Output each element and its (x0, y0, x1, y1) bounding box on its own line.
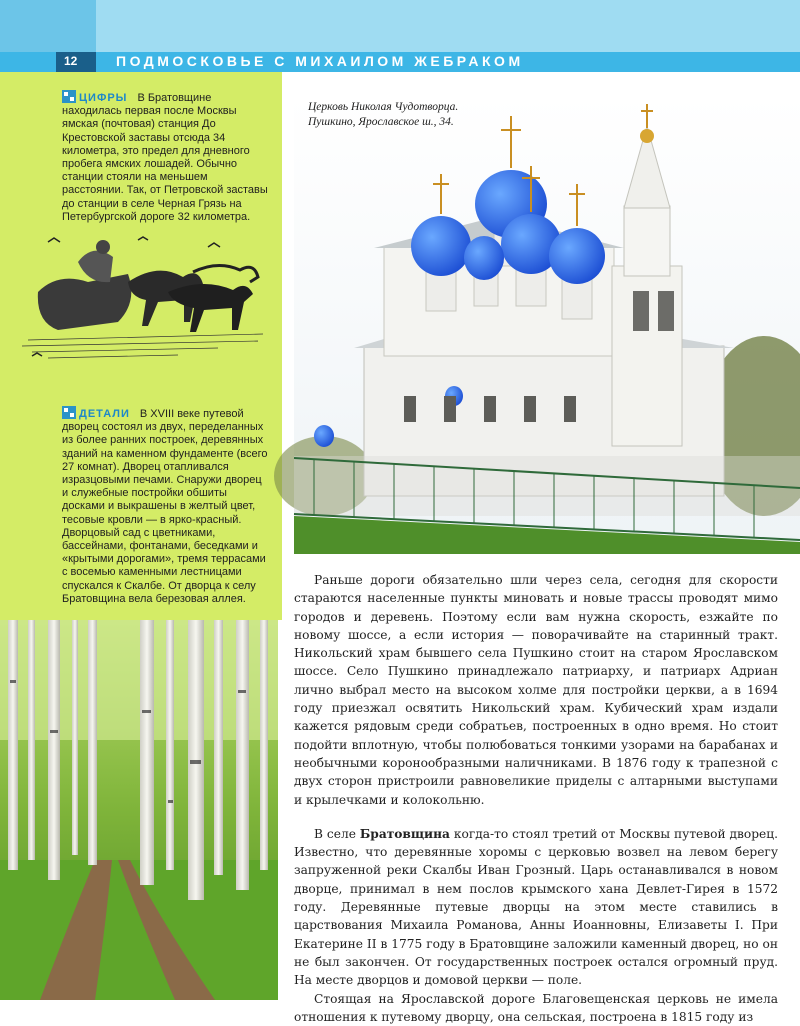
details-heading: ДЕТАЛИ (79, 408, 130, 420)
article-paragraph-3: Стоящая на Ярославской дороге Благовещенская церковь не имела отношения к путевому дворцу, она сельская, построена в 1815 году из (294, 991, 778, 1024)
caption-line-1: Церковь Николая Чудотворца. (308, 101, 459, 113)
numbers-heading: ЦИФРЫ (79, 92, 128, 104)
running-title: ПОДМОСКОВЬЕ С МИХАИЛОМ ЖЕБРАКОМ (116, 53, 524, 69)
article-paragraph-1: Раньше дороги обязательно шли через села, сегодня для скорости стараются населенные пункты миновать и новые трассы проводят мимо городов и деревень. Поэтому если вам нужна скорость, езжайте по новому шоссе, а если история — поворачивайте на старинный тракт. Никольский храм бывшего села Пушкино стоит на старом Ярославском шоссе. Село Пушкино принадлежало патриарху, и патриарх Адриан лично выбрал место на высоком холме для постройки церкви, а в 1694 году приезжал освятить Никольский храм. Кубический храм издали кажется рядовым среди собратьев, построенных в одно время. Но стоит подойти вплотную, чтобы полюбоваться тонкими узорами на барабанах и необычными коронообразными наличниками. В 1876 году к трапезной с двух сторон пристроили равновеликие приделы с алтарными выступами и крылечками и колокольню. (294, 573, 778, 807)
numbers-text: В Братовщине находилась первая после Москвы ямская (почтовая) станция До Крестовской заставы отсюда 34 километра, это предел для дневного пробега ямских лошадей. Обычно станции стояли на меньшем расстоянии. Так, от Петровской заставы до станции в селе Черная Грязь на Петербургской дороге 32 километра. (62, 92, 268, 223)
p2-rest: когда-то стоял третий от Москвы путевой дворец. Известно, что деревянные хоромы с церковью возвел на левом берегу запруженной реки Скалбы Иван Грозный. Царь останавливался в новом дворце, принимал в нем послов крымского хана Девлет-Гирея в 1572 году. Деревянные путевые дворцы на этом месте ставились в царствования Михаила Романова, Анны Иоанновны, Елизаветы I. При Екатерине II в 1775 году в Братовщине заложили каменный дворец, но он не был закончен. От государственных построек остался огромный пруд. На месте дворцов и домовой церкви — поле. (294, 826, 778, 988)
details-icon (62, 406, 76, 419)
place-name-bratovshchina: Братовщина (359, 826, 450, 841)
caption-line-2: Пушкино, Ярославское ш., 34. (308, 116, 454, 128)
article-paragraph-2 (294, 825, 778, 990)
numbers-icon (62, 90, 76, 103)
header-band (0, 0, 800, 52)
details-text: В XVIII веке путевой дворец состоял из двух, переделанных из более ранних построек, деревянных зданий на каменном фундаменте (всего 27 комнат). Дворец отапливался изразцовыми печами. Снаружи дворец и служебные постройки обшиты досками и выкрашены в желтый цвет, тесовые кровли — в ярко-красный. Дворцовый сад с цветниками, бассейнами, фонтанами, беседками и «крытыми дорогами», тремя террасами с восемью каменными лестницами спускался к Скалбе. От дворца к селу Братовщина вела березовая аллея. (62, 408, 268, 605)
article-body (294, 571, 778, 1026)
birch-grove-photo (0, 620, 278, 1000)
church-photo (294, 96, 800, 554)
details-box (62, 406, 270, 606)
page-number: 12 (64, 54, 78, 68)
numbers-box (62, 90, 270, 224)
header-band-accent (0, 0, 96, 52)
p2-lead: В селе (314, 826, 360, 841)
photo-caption (308, 100, 458, 130)
troika-engraving (18, 222, 270, 372)
